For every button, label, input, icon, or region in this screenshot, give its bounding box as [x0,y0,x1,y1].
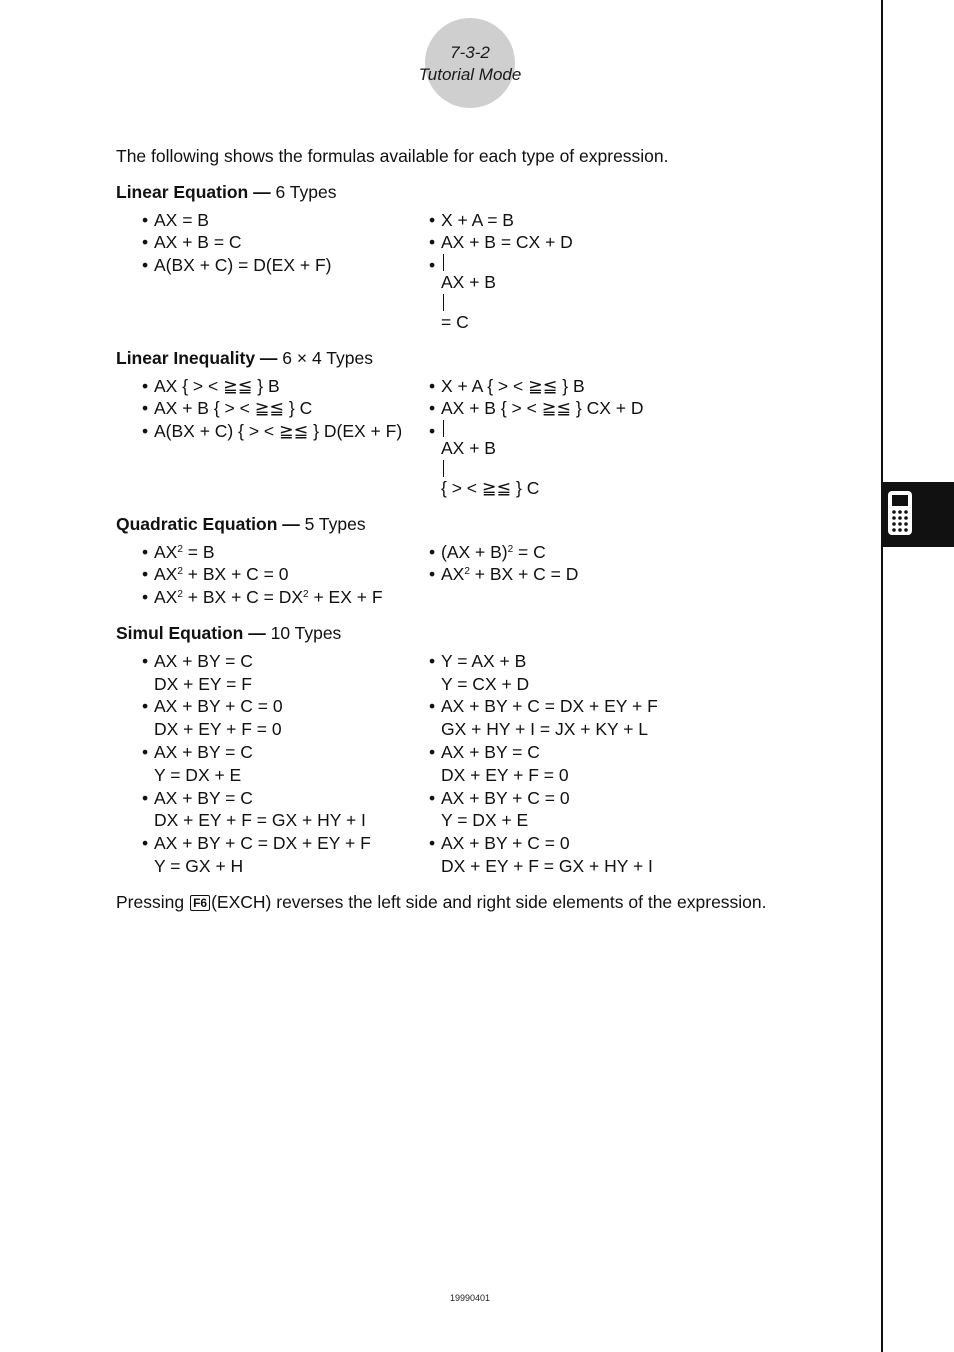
formula-line: AX + BY = C [154,650,253,671]
formula-line: $AX^2 = B$ [154,541,215,562]
bullet-icon: • [429,375,436,396]
bullet-icon: • [429,833,436,854]
formula-item [142,695,429,741]
formula-item [142,563,429,586]
formula-line: $AX^2$ + BX + C = D [441,564,579,585]
formula-item [142,741,429,787]
formula-sections [116,181,856,878]
bullet-icon: • [429,398,436,419]
formula-line: DX + EY + F = GX + HY + I [441,855,653,876]
bullet-icon: • [429,650,436,671]
formula-line: AX + B = C [441,254,496,334]
formula-line: Y = CX + D [441,673,530,694]
bullet-icon: • [429,232,436,253]
formula-line: AX + BY = C [154,787,253,808]
formula-item [429,541,749,564]
formula-item [429,209,749,232]
formula-line: AX + B = CX + D [441,232,573,253]
page-header [400,42,540,86]
formula-item [142,787,429,833]
bullet-icon: • [142,787,149,808]
formula-line: AX + B { > < ≧≦ } C [441,420,539,500]
formula-item [142,231,429,254]
bullet-icon: • [142,696,149,717]
formula-line: (AX + B)$^2$ = C [441,541,546,562]
formula-line: AX + B = C [154,232,242,253]
formula-line: Y = DX + E [441,810,529,831]
formula-list [142,541,856,609]
formula-item [142,541,429,564]
formula-line: AX + B { > < ≧≦ } CX + D [441,398,644,419]
formula-line: AX + BY + C = DX + EY + F [441,696,658,717]
formula-line: DX + EY + F = 0 [154,719,282,740]
section-type-count: 5 Types [299,513,366,534]
formula-line: AX = B [154,209,209,230]
margin-rule [881,0,883,1352]
bullet-icon: • [429,564,436,585]
formula-item [142,254,429,334]
section-title: Linear Inequality — [116,347,278,368]
bullet-icon: • [429,209,436,230]
f6-key: F6 [190,895,210,911]
formula-line: DX + EY = F [154,673,252,694]
formula-line: A(BX + C) { > < ≧≦ } D(EX + F) [154,421,403,442]
formula-line: AX + BY + C = 0 [441,787,570,808]
bullet-icon: • [142,564,149,585]
formula-list [142,650,856,878]
formula-item [142,832,429,878]
formula-item [429,741,749,787]
formula-list [142,209,856,334]
exch-note [116,891,856,914]
formula-item [429,787,749,833]
formula-line: AX + BY + C = DX + EY + F [154,833,371,854]
bullet-icon: • [142,587,149,608]
formula-item [429,397,749,420]
section-type-count: 6 Types [270,181,337,202]
formula-item [429,231,749,254]
note-prefix: Pressing [116,891,185,912]
formula-line: X + A = B [441,209,514,230]
formula-item [429,420,749,500]
bullet-icon: • [142,209,149,230]
footer-code: 19990401 [449,1293,491,1303]
formula-line: Y = GX + H [154,855,244,876]
section-type-count: 6 × 4 Types [277,347,373,368]
chapter-title: Tutorial Mode [418,65,522,84]
formula-item [142,209,429,232]
bullet-icon: • [429,696,436,717]
page-content [116,145,856,914]
formula-item [429,375,749,398]
bullet-icon: • [142,421,149,442]
bullet-icon: • [142,398,149,419]
formula-item [429,832,749,878]
page-number: 7-3-2 [450,43,490,62]
calculator-icon [887,490,913,536]
formula-line: $AX^2$ + BX + $C = DX^2$ + EX + F [154,587,383,608]
formula-line: Y = DX + E [154,764,242,785]
formula-line: AX + BY + C = 0 [154,696,283,717]
formula-line: AX { > < ≧≦ } B [154,375,280,396]
bullet-icon: • [142,541,149,562]
formula-line: AX + BY = C [441,741,540,762]
section-heading [116,181,856,204]
formula-item [142,586,429,609]
bullet-icon: • [142,833,149,854]
section-title: Linear Equation — [116,181,271,202]
section-heading [116,622,856,645]
formula-line: AX + BY + C = 0 [441,833,570,854]
formula-list [142,375,856,500]
bullet-icon: • [142,255,149,276]
formula-item [142,420,429,500]
section-heading [116,513,856,536]
note-suffix: (EXCH) reverses the left side and right side elements of the expression. [211,891,767,912]
formula-line: DX + EY + F = 0 [441,764,569,785]
bullet-icon: • [429,787,436,808]
section-heading [116,347,856,370]
formula-line: X + A { > < ≧≦ } B [441,375,585,396]
bullet-icon: • [142,741,149,762]
formula-line: $AX^2$ + BX + C = 0 [154,564,289,585]
formula-line: Y = AX + B [441,650,527,671]
formula-item [142,397,429,420]
formula-line: A(BX + C) = D(EX + F) [154,255,332,276]
formula-item [429,695,749,741]
formula-line: AX + B { > < ≧≦ } C [154,398,313,419]
section-type-count: 10 Types [265,622,342,643]
bullet-icon: • [429,741,436,762]
section-title: Simul Equation — [116,622,266,643]
chapter-side-tab [882,482,954,547]
formula-item [429,254,749,334]
bullet-icon: • [429,421,436,442]
bullet-icon: • [429,255,436,276]
formula-line: AX + BY = C [154,741,253,762]
formula-item [429,650,749,696]
bullet-icon: • [429,541,436,562]
bullet-icon: • [142,375,149,396]
formula-item [142,375,429,398]
formula-item [142,650,429,696]
bullet-icon: • [142,650,149,671]
formula-item [429,563,749,586]
formula-line: DX + EY + F = GX + HY + I [154,810,366,831]
bullet-icon: • [142,232,149,253]
formula-line: GX + HY + I = JX + KY + L [441,719,649,740]
intro-text: The following shows the formulas available for each type of expression. [116,146,669,166]
section-title: Quadratic Equation — [116,513,300,534]
